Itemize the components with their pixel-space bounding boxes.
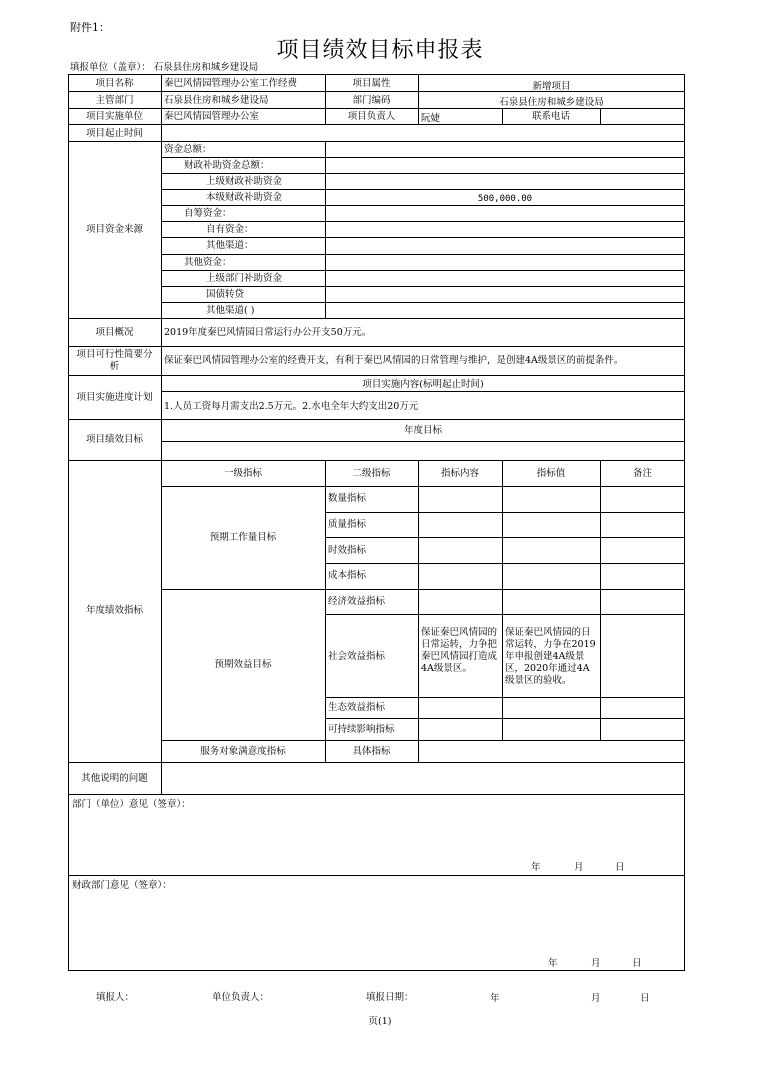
output-group: 预期工作量目标 [209,532,277,543]
owner-value: 阮婕 [421,113,441,124]
indicators-label: 年度绩效指标 [85,605,143,616]
footer-filler: 填报人： [96,992,135,1003]
phone-label: 联系电话 [531,111,570,122]
project-name-label: 项目名称 [95,78,134,89]
funding-other-channel: 其他渠道： [206,240,254,251]
schedule-label: 项目实施进度计划 [76,392,153,403]
schedule-header: 项目实施内容(标明起止时间) [362,379,484,390]
finance-opinion-day: 日 [632,958,642,969]
satisfaction-label: 服务对象满意度指标 [200,746,286,757]
header-remark: 备注 [632,468,652,479]
dept-opinion-month: 月 [574,862,584,873]
funding-label: 项目资金来源 [85,224,143,235]
dept-code-value: 石泉县住房和城乡建设局 [499,97,604,108]
social-content: 保证秦巴风情园的日常运转，力争把秦巴风情园打造成4A级景区。 [421,627,498,674]
dept-opinion-year: 年 [531,862,541,873]
attachment-label: 附件1： [70,21,110,34]
benefit-item-sustainable: 可持续影响指标 [328,724,395,735]
social-value: 保证秦巴风情园的日常运转，力争在2019年申报创建4A级景区，2020年通过4A级景区的验收。 [505,627,596,686]
funding-local-fiscal: 本级财政补助资金 [206,192,283,203]
funding-self: 自筹资金： [184,208,232,219]
dept-code-label: 部门编码 [352,95,391,106]
overview-label: 项目概况 [95,327,134,338]
funding-fiscal-total: 财政补助资金总额： [184,160,270,171]
finance-opinion-month: 月 [591,958,601,969]
project-attr-label: 项目属性 [352,78,391,89]
footer-month: 月 [591,993,601,1004]
output-item-quality: 质量指标 [328,519,367,530]
footer-leader: 单位负责人： [212,992,270,1003]
output-item-timeliness: 时效指标 [328,545,367,556]
feasibility-value: 保证秦巴风情园管理办公室的经费开支，有利于秦巴风情园的日常管理与维护，是创建4A级景区的前提条件。 [164,355,624,366]
period-label: 项目起止时间 [85,128,143,139]
funding-other: 其他资金： [184,257,232,268]
footer-year: 年 [490,993,500,1004]
benefit-item-ecological: 生态效益指标 [328,702,386,713]
page-title: 项目绩效目标申报表 [276,38,484,63]
benefit-item-economic: 经济效益指标 [328,596,386,607]
other-notes-label: 其他说明的问题 [81,773,148,784]
funding-other-channel-2: 其他渠道( ) [206,305,255,316]
impl-unit-label: 项目实施单位 [85,111,143,122]
output-item-quantity: 数量指标 [328,493,367,504]
benefit-item-social: 社会效益指标 [328,651,386,662]
funding-own: 自有资金： [206,224,254,235]
dept-label: 主管部门 [95,95,134,106]
schedule-value: 1.人员工资每月需支出2.5万元。2.水电全年大约支出20万元 [164,401,419,412]
finance-opinion-label: 财政部门意见（签章）： [72,880,172,891]
benefit-group: 预期效益目标 [214,659,272,670]
specific-label: 具体指标 [352,746,391,757]
feasibility-label: 项目可行性简要分析 [76,349,153,372]
dept-opinion-day: 日 [615,862,625,873]
footer-day: 日 [640,993,650,1004]
project-attr-value: 新增项目 [532,81,571,92]
footer-date: 填报日期： [366,992,414,1003]
perf-goal-label: 项目绩效目标 [85,434,143,445]
header-content: 指标内容 [440,468,479,479]
funding-upper-fiscal: 上级财政补助资金 [206,176,283,187]
header-level1: 一级指标 [223,468,262,479]
page-number: 页(1) [368,1016,392,1027]
filler-unit: 填报单位（盖章）： 石泉县住房和城乡建设局 [70,62,259,73]
funding-bond: 国债转贷 [206,289,245,300]
dept-value: 石泉县住房和城乡建设局 [164,95,269,106]
impl-unit-value: 秦巴风情园管理办公室 [164,111,260,122]
header-value: 指标值 [536,468,566,479]
funding-upper-dept: 上级部门补助资金 [206,273,283,284]
overview-value: 2019年度秦巴风情园日常运行办公开支50万元。 [164,327,372,338]
header-level2: 二级指标 [352,468,391,479]
funding-local-fiscal-value: 500,000.00 [477,194,533,204]
owner-label: 项目负责人 [347,111,396,122]
perf-goal-header: 年度目标 [403,425,442,436]
dept-opinion-label: 部门（单位）意见（签章）： [72,799,191,810]
output-item-cost: 成本指标 [328,570,367,581]
finance-opinion-year: 年 [548,958,558,969]
funding-total: 资金总额： [164,144,212,155]
project-name-value: 秦巴风情园管理办公室工作经费 [164,78,298,89]
